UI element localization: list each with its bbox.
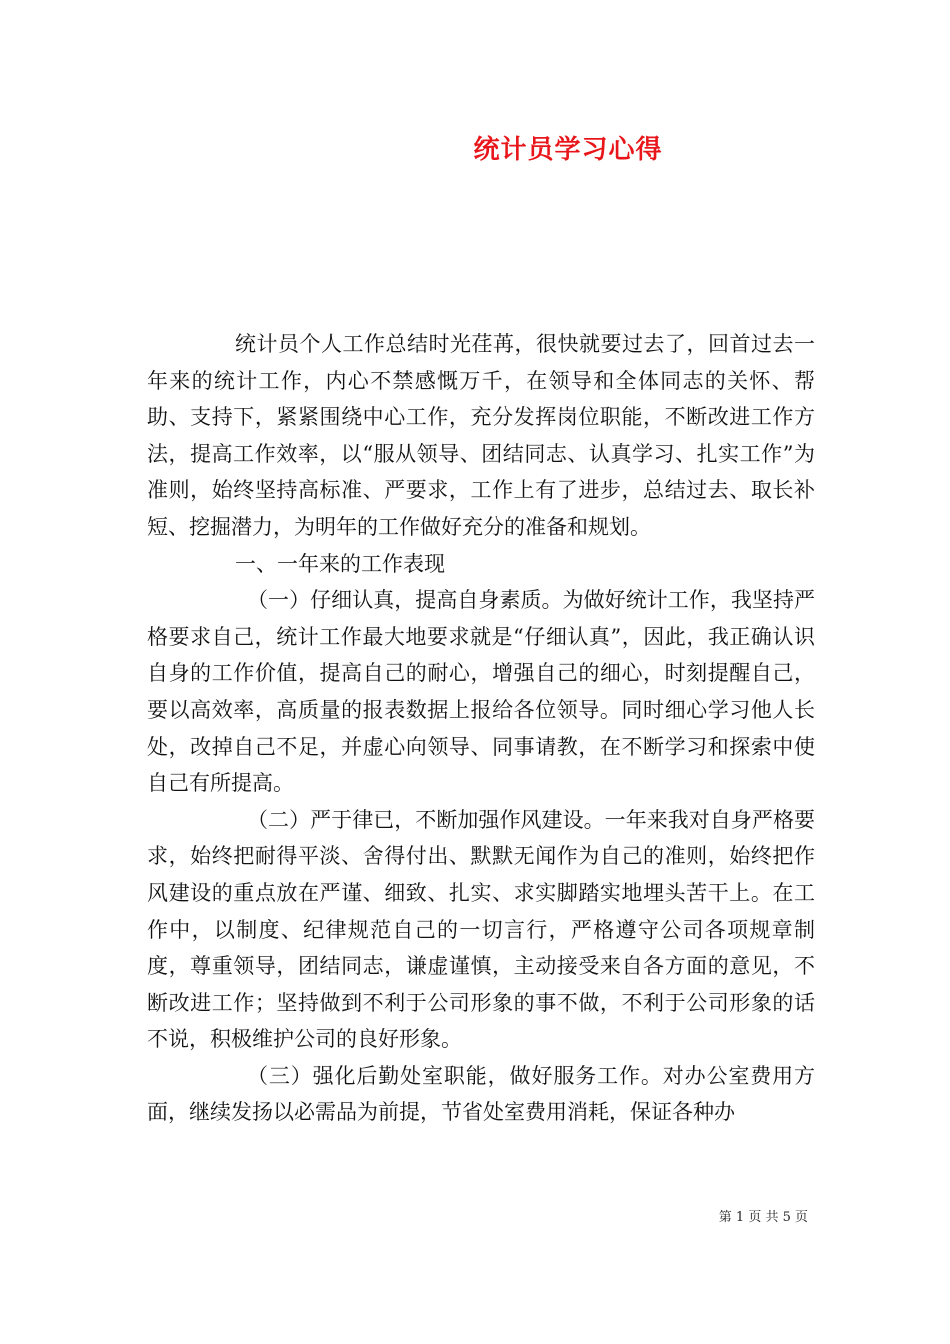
paragraph-intro: 统计员个人工作总结时光荏苒，很快就要过去了，回首过去一年来的统计工作，内心不禁感慨万千，在领导和全体同志的关怀、帮助、支持下，紧紧围绕中心工作，充分发挥岗位职能，不断改进工作方法，提高工作效率，以“服从领导、团结同志、认真学习、扎实工作”为准则，始终坚持高标准、严要求，工作上有了进步，总结过去、取长补短、挖掘潜力，为明年的工作做好充分的准备和规划。 [147,332,815,539]
section-heading-1: 一、一年来的工作表现 [235,551,445,576]
document-body [147,326,815,1131]
document-title: 统计员学习心得 [473,135,663,165]
paragraph-item-1: （一）仔细认真，提高自身素质。为做好统计工作，我坚持严格要求自己，统计工作最大地要求就是“仔细认真”，因此，我正确认识自身的工作价值，提高自己的耐心，增强自己的细心，时刻提醒自己，要以高效率，高质量的报表数据上报给各位领导。同时细心学习他人长处，改掉自己不足，并虚心向领导、同事请教，在不断学习和探索中使自己有所提高。 [147,588,815,796]
page-number-footer: 第 1 页 共 5 页 [718,1210,808,1225]
paragraph-item-2: （二）严于律已，不断加强作风建设。一年来我对自身严格要求，始终把耐得平淡、舍得付出、默默无闻作为自己的准则，始终把作风建设的重点放在严谨、细致、扎实、求实脚踏实地埋头苦干上。在工作中，以制度、纪律规范自己的一切言行，严格遵守公司各项规章制度，尊重领导，团结同志，谦虚谨慎，主动接受来自各方面的意见，不断改进工作；坚持做到不利于公司形象的事不做，不利于公司形象的话不说，积极维护公司的良好形象。 [147,807,815,1052]
paragraph-item-3: （三）强化后勤处室职能，做好服务工作。对办公室费用方面，继续发扬以必需品为前提，节省处室费用消耗，保证各种办 [147,1063,815,1125]
